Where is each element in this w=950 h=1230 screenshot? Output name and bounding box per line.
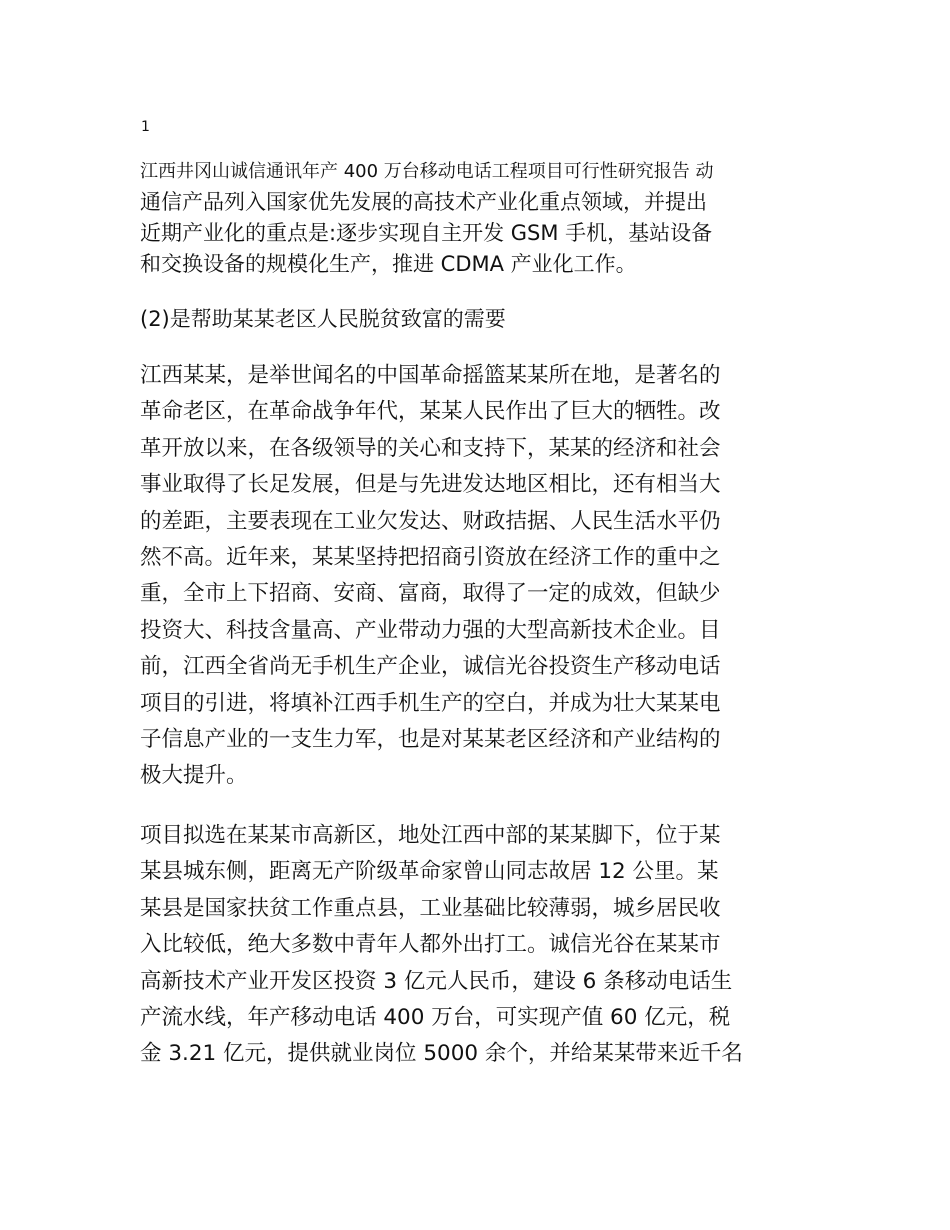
- document-body: [140, 156, 815, 1073]
- text-line: 某县是国家扶贫工作重点县，工业基础比较薄弱，城乡居民收: [140, 895, 721, 921]
- paragraph-project-site: [140, 818, 815, 1073]
- text-line: 事业取得了长足发展，但是与先进发达地区相比，还有相当大: [140, 472, 721, 498]
- document-title-line: 江西井冈山诚信通讯年产 400 万台移动电话工程项目可行性研究报告 动: [140, 161, 714, 182]
- text-line: 极大提升。: [140, 763, 248, 789]
- text-line: 子信息产业的一支生力军，也是对某某老区经济和产业结构的: [140, 727, 721, 753]
- text-line: 项目拟选在某某市高新区，地处江西中部的某某脚下，位于某: [140, 822, 721, 848]
- text-line: 产流水线，年产移动电话 400 万台，可实现产值 60 亿元，税: [140, 1004, 731, 1030]
- text-line: 重，全市上下招商、安商、富商，取得了一定的成效，但缺少: [140, 581, 721, 607]
- text-line: 近期产业化的重点是:逐步实现自主开发 GSM 手机，基站设备: [140, 221, 713, 245]
- section-heading: (2)是帮助某某老区人民脱贫致富的需要: [140, 307, 506, 331]
- page-number: 1: [141, 119, 150, 135]
- intro-paragraph: [140, 156, 815, 280]
- text-line: 然不高。近年来，某某坚持把招商引资放在经济工作的重中之: [140, 545, 721, 571]
- text-line: 某县城东侧，距离无产阶级革命家曾山同志故居 12 公里。某: [140, 859, 719, 885]
- text-line: 项目的引进，将填补江西手机生产的空白，并成为壮大某某电: [140, 690, 721, 716]
- text-line: 前，江西全省尚无手机生产企业，诚信光谷投资生产移动电话: [140, 654, 721, 680]
- text-line: 高新技术产业开发区投资 3 亿元人民币，建设 6 条移动电话生: [140, 968, 733, 994]
- text-line: 投资大、科技含量高、产业带动力强的大型高新技术企业。目: [140, 617, 721, 643]
- text-line: 革命老区，在革命战争年代，某某人民作出了巨大的牺牲。改: [140, 399, 721, 425]
- text-line: 金 3.21 亿元，提供就业岗位 5000 余个，并给某某带来近千名: [140, 1041, 743, 1067]
- text-line: 的差距，主要表现在工业欠发达、财政拮据、人民生活水平仍: [140, 508, 721, 534]
- paragraph-old-revolutionary-area: [140, 358, 815, 795]
- text-line: 通信产品列入国家优先发展的高技术产业化重点领域，并提出: [140, 190, 707, 214]
- text-line: 革开放以来，在各级领导的关心和支持下，某某的经济和社会: [140, 435, 721, 461]
- text-line: 江西某某，是举世闻名的中国革命摇篮某某所在地，是著名的: [140, 363, 721, 388]
- text-line: 和交换设备的规模化生产，推进 CDMA 产业化工作。: [140, 252, 637, 276]
- text-line: 入比较低，绝大多数中青年人都外出打工。诚信光谷在某某市: [140, 932, 721, 958]
